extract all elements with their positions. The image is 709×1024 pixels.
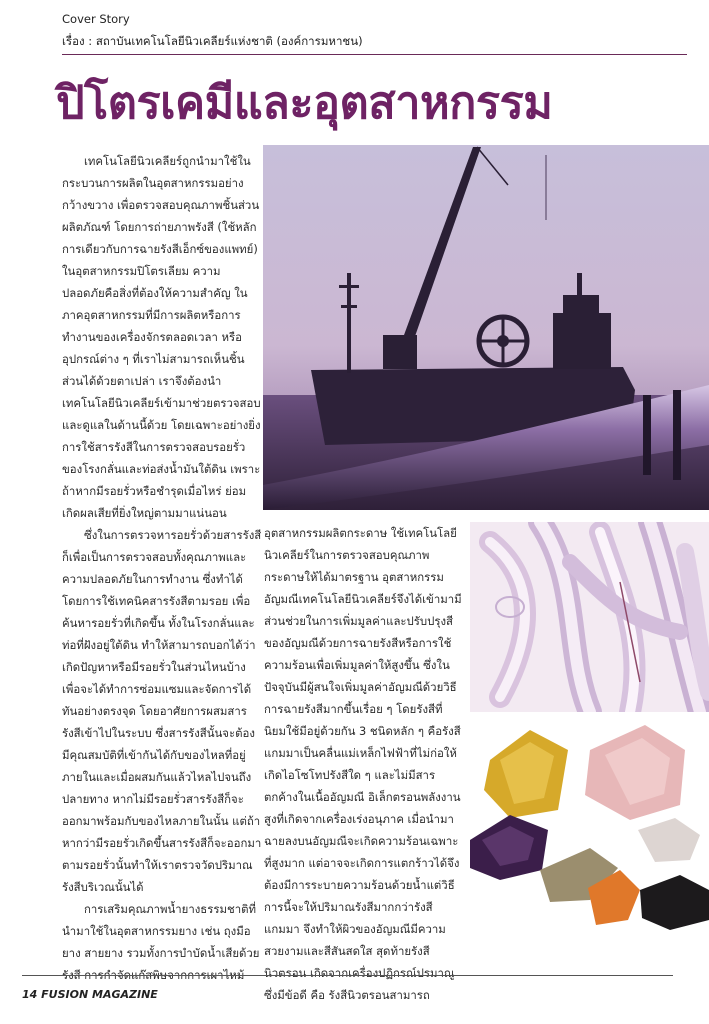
- text-column-middle: [264, 522, 464, 1006]
- page-footer: [22, 988, 158, 1001]
- paragraph: การเสริมคุณภาพน้ำยางธรรมชาติที่นำมาใช้ในอุตสาหกรรมยาง เช่น ถุงมือยาง สายยาง รวมทั้งการบำบัดน้ำเสียด้วยรังสี การกำจัดแก๊สพิษจากการเผาไหม้: [62, 902, 260, 982]
- section-label: Cover Story: [62, 12, 130, 26]
- paragraph: อุตสาหกรรมผลิตกระดาษ ใช้เทคโนโลยีนิวเคลียร์ในการตรวจสอบคุณภาพกระดาษให้ได้มาตรฐาน อุตสาหกรรมอัญมณีเทคโนโลยีนิวเคลียร์จึงได้เข้ามามีส่วนช่วยในการเพิ่มมูลค่าและปรับปรุงสีของอัญมณีด้วยการฉายรังสีหรือการใช้ความร้อนเพื่อเพิ่มมูลค่าให้สูงขึ้น ซึ่งในปัจจุบันมีผู้สนใจเพิ่มมูลค่าอัญมณีด้วยวิธีการฉายรังสีมากขึ้นเรื่อย ๆ โดยรังสีที่นิยมใช้มีอยู่ด้วยกัน 3 ชนิดหลัก ๆ คือรังสีแกมมาเป็นคลื่นแม่เหล็กไฟฟ้าที่ไม่ก่อให้เกิดไอโซโทปรังสีใด ๆ และไม่มีสารตกค้างในเนื้ออัญมณี อิเล็กตรอนพลังงานสูงที่เกิดจากเครื่องเร่งอนุภาค เมื่อนำมาฉายลงบนอัญมณีจะเกิดความร้อนเฉพาะที่สูงมาก แต่อาจจะเกิดการแตกร้าวได้จึงต้องมีการระบายความร้อนด้วยน้ำแต่วิธีการนี้จะให้ปริมาณรังสีมากกว่ารังสีแกมมา จึงทำให้ผิวของอัญมณีมีความสวยงามและสีสันสดใส สุดท้ายรังสีนิวตรอน เกิดจากเครื่องปฏิกรณ์ปรมาณูซึ่งมีข้อดี คือ รังสีนิวตรอนสามารถ: [264, 526, 462, 1002]
- footer-divider: [22, 975, 673, 976]
- article-title: ปิโตรเคมีและอุตสาหกรรม: [56, 76, 553, 129]
- article-subject: เรื่อง : สถาบันเทคโนโลยีนิวเคลียร์แห่งชาติ (องค์การมหาชน): [62, 34, 363, 48]
- paragraph: ซึ่งในการตรวจหารอยรั่วด้วยสารรังสีก็เพื่อเป็นการตรวจสอบทั้งคุณภาพและความปลอดภัยในการทำงาน ซึ่งทำได้โดยการใช้เทคนิคสารรังสีตามรอย เพื่อค้นหารอยรั่วที่เกิดขึ้น ทั้งในโรงกลั่นและท่อที่ฝังอยู่ใต้ดิน ทำให้สามารถบอกได้ว่าเกิดปัญหาหรือมีรอยรั่วในส่วนไหนบ้าง เพื่อจะได้ทำการซ่อมแซมและจัดการได้ทันอย่างตรงจุด โดยอาศัยการผสมสารรังสีเข้าไปในระบบ ซึ่งสารรังสีนั้นจะต้องมีคุณสมบัติที่เข้ากันได้กับของไหลที่อยู่ภายในและเมื่อผสมกันแล้วไหลไปจนถึงปลายทาง หากไม่มีรอยรั่วสารรังสีก็จะออกมาพร้อมกับของไหลภายในนั้น แต่ถ้าหากว่ามีรอยรั่วเกิดขึ้นสารรังสีก็จะออกมาตามรอยรั่วนั้นทำให้เราตรวจวัดปริมาณรังสีบริเวณนั้นได้: [62, 528, 262, 894]
- gemstones-photo: [470, 720, 709, 945]
- text-column-left: [62, 150, 262, 986]
- page-number: 14: [22, 988, 38, 1001]
- plastic-tubes-photo: [470, 522, 709, 712]
- paragraph: เทคโนโลยีนิวเคลียร์ถูกนำมาใช้ในกระบวนการผลิตในอุตสาหกรรมอย่างกว้างขวาง เพื่อตรวจสอบคุณภาพชิ้นส่วนผลิตภัณฑ์ โดยการถ่ายภาพรังสี (ใช้หลักการเดียวกับการฉายรังสีเอ็กซ์ของแพทย์) ในอุตสาหกรรมปิโตรเลียม ความปลอดภัยคือสิ่งที่ต้องให้ความสำคัญ ในภาคอุตสาหกรรมที่มีการผลิตหรือการทำงานของเครื่องจักรตลอดเวลา หรืออุปกรณ์ต่าง ๆ ที่เราไม่สามารถเห็นชิ้นส่วนได้ด้วยตาเปล่า เราจึงต้องนำเทคโนโลยีนิวเคลียร์เข้ามาช่วยตรวจสอบและดูแลในด้านนี้ด้วย โดยเฉพาะอย่างยิ่งการใช้สารรังสีในการตรวจสอบรอยรั่วของโรงกลั่นและท่อส่งน้ำมันใต้ดิน เพราะถ้าหากมีรอยรั่วหรือชำรุดเมื่อไหร่ ย่อมเกิดผลเสียที่ยิ่งใหญ่ตามมาแน่นอน: [62, 154, 261, 520]
- magazine-name: FUSION MAGAZINE: [41, 988, 158, 1001]
- header-divider: [62, 54, 687, 55]
- ship-pipeline-photo: [263, 145, 709, 510]
